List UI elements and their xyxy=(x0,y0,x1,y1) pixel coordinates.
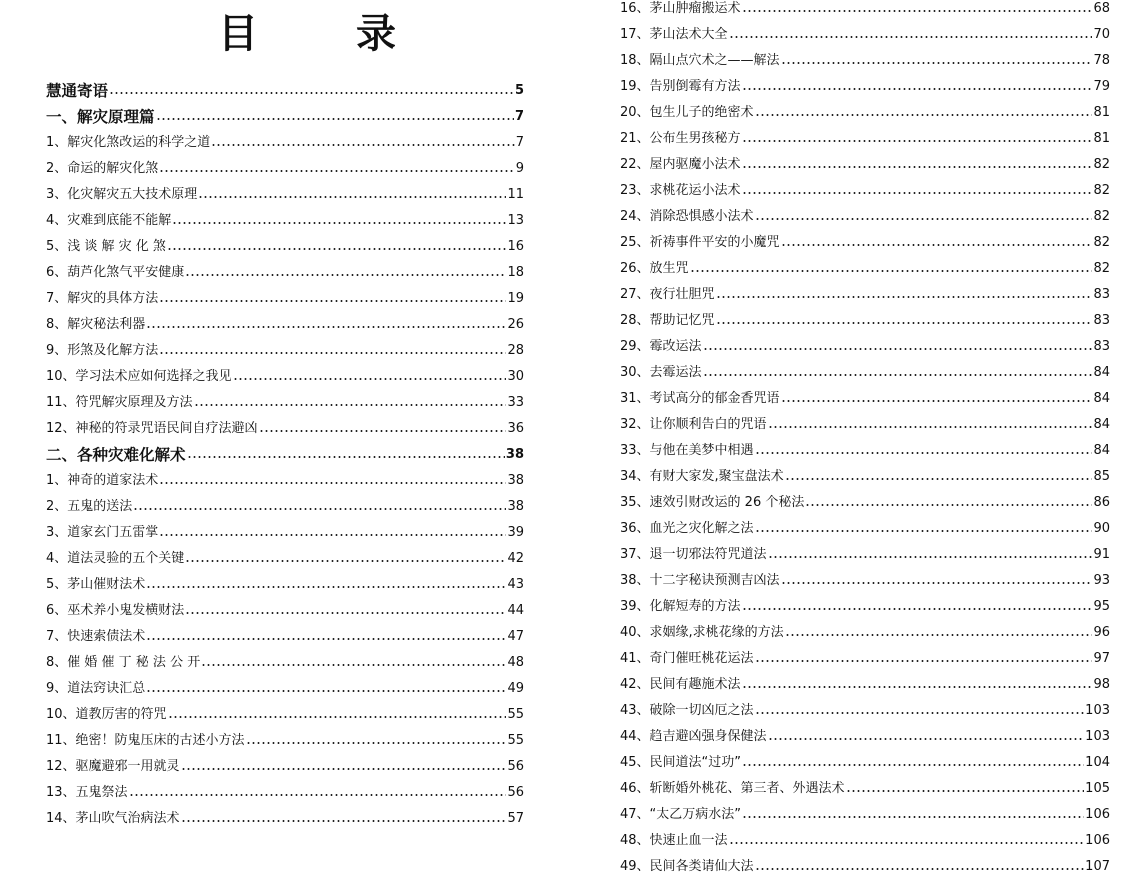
toc-entry-page: 55 xyxy=(507,733,524,748)
toc-entry xyxy=(620,200,1110,226)
dot-leader xyxy=(742,761,1084,769)
toc-entry-page: 56 xyxy=(507,759,524,774)
toc-entry xyxy=(620,356,1110,382)
toc-entry-label: 23、求桃花运小法术 xyxy=(620,183,741,198)
toc-entry xyxy=(46,542,524,568)
toc-entry-label: 49、民间各类请仙大法 xyxy=(620,859,754,874)
toc-entry xyxy=(46,568,524,594)
title-char-2: 录 xyxy=(356,11,396,57)
toc-entry-page: 57 xyxy=(507,811,524,826)
toc-entry-page: 43 xyxy=(507,577,524,592)
toc-entry-page: 103 xyxy=(1085,703,1110,718)
toc-entry-label: 12、神秘的符录咒语民间自疗法避凶 xyxy=(46,421,258,436)
toc-entry-page: 11 xyxy=(507,187,524,202)
toc-entry-page: 86 xyxy=(1093,495,1110,510)
dot-leader xyxy=(755,215,1093,223)
toc-entry xyxy=(46,594,524,620)
toc-entry-label: 18、隔山点穴术之——解法 xyxy=(620,53,780,68)
toc-entry xyxy=(620,0,1110,18)
toc-entry-page: 96 xyxy=(1093,625,1110,640)
toc-entry-label: 34、有财大家发,聚宝盘法术 xyxy=(620,469,784,484)
toc-entry xyxy=(620,772,1110,798)
toc-entry-page: 56 xyxy=(507,785,524,800)
toc-entry-page: 36 xyxy=(507,421,524,436)
dot-leader xyxy=(133,505,506,513)
toc-entry xyxy=(620,278,1110,304)
toc-entry xyxy=(46,750,524,776)
toc-entry-page: 70 xyxy=(1093,27,1110,42)
toc-entry-page: 82 xyxy=(1093,235,1110,250)
toc-entry-label: 5、浅 谈 解 灾 化 煞 xyxy=(46,239,166,254)
toc-entry xyxy=(620,434,1110,460)
dot-leader xyxy=(742,605,1093,613)
toc-section-heading xyxy=(46,100,524,126)
toc-section-heading xyxy=(46,74,524,100)
toc-entry-label: 21、公布生男孩秘方 xyxy=(620,131,741,146)
toc-entry-label: 17、茅山法术大全 xyxy=(620,27,728,42)
dot-leader xyxy=(742,7,1093,15)
toc-entry-label: 4、道法灵验的五个关键 xyxy=(46,551,185,566)
dot-leader xyxy=(185,557,506,565)
toc-entry xyxy=(46,490,524,516)
dot-leader xyxy=(742,85,1093,93)
toc-entry xyxy=(620,226,1110,252)
toc-entry xyxy=(46,334,524,360)
toc-entry-page: 47 xyxy=(507,629,524,644)
toc-entry xyxy=(46,152,524,178)
dot-leader xyxy=(846,787,1085,795)
toc-entry-page: 97 xyxy=(1093,651,1110,666)
toc-entry-page: 7 xyxy=(515,135,524,150)
toc-entry-label: 25、祈祷事件平安的小魔咒 xyxy=(620,235,780,250)
toc-entry-label: 20、包生儿子的绝密术 xyxy=(620,105,754,120)
dot-leader xyxy=(755,709,1085,717)
toc-entry-label: 二、各种灾难化解术 xyxy=(46,446,186,464)
dot-leader xyxy=(159,479,506,487)
toc-entry xyxy=(46,464,524,490)
toc-entry-page: 84 xyxy=(1093,391,1110,406)
toc-entry-page: 7 xyxy=(514,109,524,124)
dot-leader xyxy=(211,141,514,149)
dot-leader xyxy=(755,449,1093,457)
toc-entry-page: 79 xyxy=(1093,79,1110,94)
dot-leader xyxy=(742,189,1093,197)
toc-entry-label: 27、夜行壮胆咒 xyxy=(620,287,715,302)
toc-entry-label: 5、茅山催财法术 xyxy=(46,577,146,592)
toc-entry xyxy=(46,802,524,828)
toc-entry-label: 37、退一切邪法符咒道法 xyxy=(620,547,767,562)
toc-entry-label: 44、趋吉避凶强身保健法 xyxy=(620,729,767,744)
toc-entry-label: 13、五鬼祭法 xyxy=(46,785,128,800)
dot-leader xyxy=(781,579,1093,587)
dot-leader xyxy=(172,219,506,227)
toc-entry-page: 81 xyxy=(1093,131,1110,146)
toc-entry xyxy=(620,44,1110,70)
toc-entry-page: 82 xyxy=(1093,183,1110,198)
toc-entry xyxy=(620,694,1110,720)
toc-entry-label: 43、破除一切凶厄之法 xyxy=(620,703,754,718)
toc-entry-page: 104 xyxy=(1085,755,1110,770)
toc-entry xyxy=(46,308,524,334)
toc-entry-label: 48、快速止血一法 xyxy=(620,833,728,848)
toc-entry xyxy=(46,672,524,698)
toc-entry-page: 85 xyxy=(1093,469,1110,484)
toc-entry-label: 10、学习法术应如何选择之我见 xyxy=(46,369,232,384)
toc-entry-label: 38、十二字秘诀预测吉凶法 xyxy=(620,573,780,588)
toc-entry-label: 42、民间有趣施术法 xyxy=(620,677,741,692)
dot-leader xyxy=(755,657,1093,665)
dot-leader xyxy=(159,531,506,539)
toc-entry xyxy=(620,304,1110,330)
toc-entry xyxy=(46,282,524,308)
toc-entry xyxy=(620,512,1110,538)
toc-entry xyxy=(620,330,1110,356)
dot-leader xyxy=(201,661,506,669)
toc-entry-page: 95 xyxy=(1093,599,1110,614)
toc-entry-page: 9 xyxy=(515,161,524,176)
toc-entry-page: 5 xyxy=(514,83,524,98)
toc-entry-label: 24、消除恐惧感小法术 xyxy=(620,209,754,224)
toc-entry xyxy=(620,70,1110,96)
toc-entry-label: 22、屋内驱魔小法术 xyxy=(620,157,741,172)
dot-leader xyxy=(755,527,1093,535)
dot-leader xyxy=(703,345,1093,353)
toc-entry-label: 1、神奇的道家法术 xyxy=(46,473,159,488)
toc-entry xyxy=(620,252,1110,278)
toc-entry-page: 38 xyxy=(505,447,524,462)
toc-entry xyxy=(620,96,1110,122)
dot-leader xyxy=(185,609,506,617)
toc-entry-label: 12、驱魔避邪一用就灵 xyxy=(46,759,180,774)
dot-leader xyxy=(181,765,507,773)
toc-entry-page: 19 xyxy=(507,291,524,306)
toc-entry-page: 90 xyxy=(1093,521,1110,536)
toc-entry-label: 32、让你顺利告白的咒语 xyxy=(620,417,767,432)
toc-entry-label: 2、命运的解灾化煞 xyxy=(46,161,159,176)
toc-entry-page: 83 xyxy=(1093,313,1110,328)
toc-entry-page: 83 xyxy=(1093,339,1110,354)
toc-entry-page: 107 xyxy=(1085,859,1110,874)
toc-entry xyxy=(620,538,1110,564)
toc-entry-label: 6、巫术养小鬼发横财法 xyxy=(46,603,185,618)
dot-leader xyxy=(781,397,1093,405)
toc-entry xyxy=(46,724,524,750)
title-char-1: 目 xyxy=(218,11,258,57)
toc-entry xyxy=(46,256,524,282)
toc-right-column xyxy=(620,0,1110,876)
toc-entry xyxy=(620,590,1110,616)
toc-entry xyxy=(46,360,524,386)
toc-entry-page: 105 xyxy=(1085,781,1110,796)
dot-leader xyxy=(159,297,506,305)
toc-entry xyxy=(620,564,1110,590)
toc-entry-page: 48 xyxy=(507,655,524,670)
toc-entry-page: 106 xyxy=(1085,807,1110,822)
toc-entry-label: 7、解灾的具体方法 xyxy=(46,291,159,306)
toc-entry-label: 11、绝密！防鬼压床的古述小方法 xyxy=(46,733,245,748)
toc-entry-page: 82 xyxy=(1093,261,1110,276)
dot-leader xyxy=(233,375,507,383)
dot-leader xyxy=(168,713,507,721)
toc-entry xyxy=(46,230,524,256)
toc-entry-page: 68 xyxy=(1093,1,1110,16)
toc-entry xyxy=(620,18,1110,44)
dot-leader xyxy=(246,739,507,747)
toc-entry-label: 4、灾难到底能不能解 xyxy=(46,213,172,228)
toc-entry-page: 84 xyxy=(1093,417,1110,432)
toc-entry xyxy=(620,382,1110,408)
dot-leader xyxy=(146,323,506,331)
toc-entry xyxy=(620,486,1110,512)
toc-entry-page: 78 xyxy=(1093,53,1110,68)
toc-left-column xyxy=(46,74,524,828)
dot-leader xyxy=(156,115,514,123)
dot-leader xyxy=(729,33,1093,41)
dot-leader xyxy=(703,371,1093,379)
toc-entry-label: 3、化灾解灾五大技术原理 xyxy=(46,187,198,202)
toc-entry-label: 2、五鬼的送法 xyxy=(46,499,133,514)
dot-leader xyxy=(781,59,1093,67)
toc-entry-label: 40、求姻缘,求桃花缘的方法 xyxy=(620,625,784,640)
dot-leader xyxy=(181,817,507,825)
dot-leader xyxy=(716,293,1093,301)
dot-leader xyxy=(742,163,1093,171)
toc-entry-page: 81 xyxy=(1093,105,1110,120)
toc-entry-label: 41、奇门催旺桃花运法 xyxy=(620,651,754,666)
toc-entry-label: 3、道家玄门五雷掌 xyxy=(46,525,159,540)
toc-entry-label: 6、葫芦化煞气平安健康 xyxy=(46,265,185,280)
toc-entry-page: 83 xyxy=(1093,287,1110,302)
toc-entry-page: 33 xyxy=(507,395,524,410)
toc-entry xyxy=(620,408,1110,434)
toc-entry xyxy=(620,668,1110,694)
toc-entry-label: 8、解灾秘法利器 xyxy=(46,317,146,332)
dot-leader xyxy=(185,271,506,279)
toc-entry-page: 82 xyxy=(1093,209,1110,224)
toc-entry xyxy=(620,122,1110,148)
toc-entry-page: 84 xyxy=(1093,365,1110,380)
toc-entry-page: 18 xyxy=(507,265,524,280)
dot-leader xyxy=(768,735,1085,743)
toc-entry-label: 33、与他在美梦中相遇 xyxy=(620,443,754,458)
toc-entry-page: 103 xyxy=(1085,729,1110,744)
toc-entry-page: 38 xyxy=(507,473,524,488)
toc-entry xyxy=(620,174,1110,200)
toc-entry-label: 46、斩断婚外桃花、第三者、外遇法术 xyxy=(620,781,845,796)
dot-leader xyxy=(194,401,507,409)
toc-entry-label: 28、帮助记忆咒 xyxy=(620,313,715,328)
dot-leader xyxy=(785,475,1093,483)
toc-entry-page: 106 xyxy=(1085,833,1110,848)
toc-entry-page: 91 xyxy=(1093,547,1110,562)
dot-leader xyxy=(259,427,507,435)
toc-entry-label: 35、速效引财改运的 26 个秘法 xyxy=(620,495,805,510)
toc-entry xyxy=(46,178,524,204)
toc-entry xyxy=(46,698,524,724)
toc-entry-page: 44 xyxy=(507,603,524,618)
toc-entry-page: 55 xyxy=(507,707,524,722)
toc-entry-label: 30、去霉运法 xyxy=(620,365,702,380)
toc-entry xyxy=(46,412,524,438)
dot-leader xyxy=(109,89,514,97)
dot-leader xyxy=(716,319,1093,327)
toc-entry-label: 9、形煞及化解方法 xyxy=(46,343,159,358)
toc-entry xyxy=(46,646,524,672)
toc-entry-page: 13 xyxy=(507,213,524,228)
dot-leader xyxy=(146,687,506,695)
toc-entry-label: 31、考试高分的郁金香咒语 xyxy=(620,391,780,406)
toc-entry-page: 82 xyxy=(1093,157,1110,172)
dot-leader xyxy=(768,423,1093,431)
toc-entry-label: 1、解灾化煞改运的科学之道 xyxy=(46,135,211,150)
toc-entry-label: 47、“太乙万病水法” xyxy=(620,807,742,822)
toc-entry xyxy=(620,746,1110,772)
dot-leader xyxy=(198,193,506,201)
dot-leader xyxy=(768,553,1093,561)
toc-entry-label: 8、催 婚 催 丁 秘 法 公 开 xyxy=(46,655,201,670)
dot-leader xyxy=(146,635,506,643)
dot-leader xyxy=(755,111,1093,119)
dot-leader xyxy=(159,167,514,175)
toc-entry xyxy=(620,824,1110,850)
toc-entry xyxy=(46,126,524,152)
dot-leader xyxy=(129,791,507,799)
toc-entry-label: 45、民间道法“过功” xyxy=(620,755,742,770)
dot-leader xyxy=(742,683,1093,691)
dot-leader xyxy=(805,501,1092,509)
toc-entry-label: 7、快速索债法术 xyxy=(46,629,146,644)
toc-entry-label: 19、告别倒霉有方法 xyxy=(620,79,741,94)
dot-leader xyxy=(187,453,505,461)
toc-entry xyxy=(46,516,524,542)
toc-entry-label: 26、放生咒 xyxy=(620,261,689,276)
dot-leader xyxy=(785,631,1093,639)
toc-entry-page: 26 xyxy=(507,317,524,332)
toc-entry-label: 慧通寄语 xyxy=(46,82,109,100)
toc-entry xyxy=(620,460,1110,486)
toc-entry xyxy=(46,204,524,230)
dot-leader xyxy=(755,865,1085,873)
toc-entry xyxy=(620,798,1110,824)
toc-entry xyxy=(46,620,524,646)
toc-entry xyxy=(46,776,524,802)
dot-leader xyxy=(742,813,1084,821)
toc-section-heading xyxy=(46,438,524,464)
toc-entry-label: 29、霉改运法 xyxy=(620,339,702,354)
toc-entry-page: 98 xyxy=(1093,677,1110,692)
dot-leader xyxy=(729,839,1085,847)
toc-entry-page: 39 xyxy=(507,525,524,540)
toc-entry-label: 36、血光之灾化解之法 xyxy=(620,521,754,536)
toc-entry-label: 14、茅山吹气治病法术 xyxy=(46,811,180,826)
toc-entry xyxy=(620,616,1110,642)
toc-entry-page: 38 xyxy=(507,499,524,514)
dot-leader xyxy=(690,267,1093,275)
toc-entry-page: 93 xyxy=(1093,573,1110,588)
toc-entry-page: 28 xyxy=(507,343,524,358)
toc-entry xyxy=(46,386,524,412)
toc-entry-label: 39、化解短寿的方法 xyxy=(620,599,741,614)
dot-leader xyxy=(159,349,506,357)
toc-entry-page: 42 xyxy=(507,551,524,566)
toc-entry xyxy=(620,720,1110,746)
toc-entry-label: 16、茅山肿瘤搬运术 xyxy=(620,1,741,16)
toc-entry-page: 30 xyxy=(507,369,524,384)
toc-entry-page: 16 xyxy=(507,239,524,254)
toc-entry-page: 49 xyxy=(507,681,524,696)
toc-entry xyxy=(620,850,1110,876)
toc-entry xyxy=(620,642,1110,668)
toc-entry-page: 84 xyxy=(1093,443,1110,458)
toc-entry-label: 9、道法窍诀汇总 xyxy=(46,681,146,696)
toc-entry xyxy=(620,148,1110,174)
dot-leader xyxy=(167,245,507,253)
toc-entry-label: 一、解灾原理篇 xyxy=(46,108,155,126)
toc-entry-label: 10、道教厉害的符咒 xyxy=(46,707,167,722)
dot-leader xyxy=(742,137,1093,145)
dot-leader xyxy=(146,583,506,591)
dot-leader xyxy=(781,241,1093,249)
toc-entry-label: 11、符咒解灾原理及方法 xyxy=(46,395,193,410)
